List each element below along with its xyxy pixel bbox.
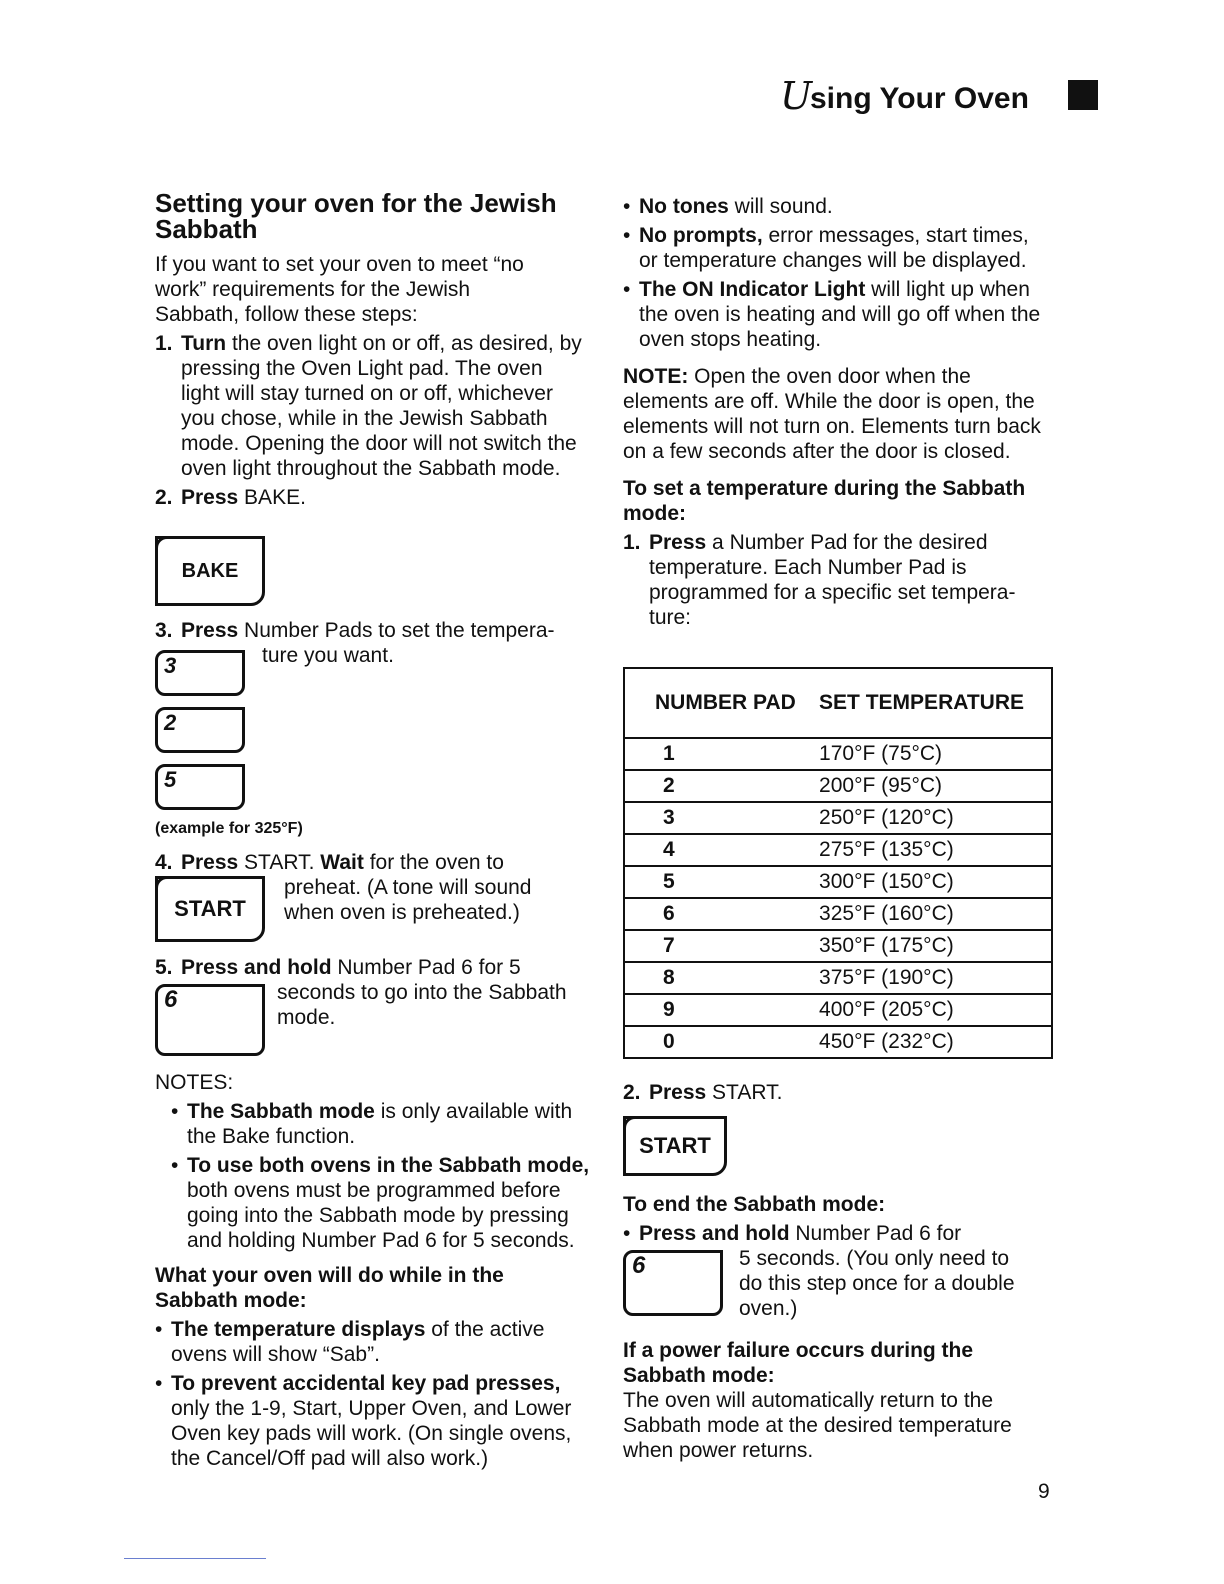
cell-number-pad: 4 xyxy=(624,834,819,866)
header-title: sing Your Oven xyxy=(810,82,1029,115)
what-bullet-2: • To prevent accidental key pad presses, only the 1-9, Start, Upper Oven, and Lower Oven key pads will work. (On single ovens, the Cancel/Off pad will also work.) xyxy=(155,1371,599,1471)
table-row xyxy=(624,962,1052,994)
cell-number-pad: 3 xyxy=(624,802,819,834)
set-step-1: 1. Press a Number Pad for the desired temperature. Each Number Pad is programmed for a specific set tempera-ture: xyxy=(623,531,1016,629)
cell-set-temperature: 170°F (75°C) xyxy=(819,738,1052,770)
header-script-letter: U xyxy=(780,74,813,118)
what-bullet-1: • The temperature displays of the active ovens will show “Sab”. xyxy=(155,1317,581,1367)
header-tab-icon xyxy=(1068,80,1098,110)
cell-number-pad: 0 xyxy=(624,1026,819,1058)
cell-number-pad: 9 xyxy=(624,994,819,1026)
start-key: START xyxy=(155,876,265,942)
step-5: 5. Press and hold Number Pad 6 for 5 seconds to go into the Sabbath mode. xyxy=(155,956,567,1029)
end-bullet: • Press and hold Number Pad 6 for xyxy=(623,1221,1053,1246)
table-row xyxy=(624,930,1052,962)
number-key-3: 3 xyxy=(155,650,245,696)
intro-text: If you want to set your oven to meet “no work” requirements for the Jewish Sabbath, follow these steps: xyxy=(155,253,524,326)
what-heading: What your oven will do while in the Sabbath mode: xyxy=(155,1264,504,1312)
cell-number-pad: 6 xyxy=(624,898,819,930)
notes-section xyxy=(155,1070,595,1471)
set-heading: To set a temperature during the Sabbath mode: xyxy=(623,477,1026,525)
number-key-6-end: 6 xyxy=(623,1250,723,1316)
cell-number-pad: 2 xyxy=(624,770,819,802)
table-row xyxy=(624,898,1052,930)
table-row xyxy=(624,994,1052,1026)
table-header xyxy=(624,668,1052,738)
power-text: The oven will automatically return to the Sabbath mode at the desired temperature when power returns. xyxy=(623,1389,1012,1462)
set-step-2: 2. Press START. xyxy=(623,1081,783,1104)
right-bullet-2: • No prompts, error messages, start times, or temperature changes will be displayed. xyxy=(623,223,1053,273)
step-1: 1. Turn the oven light on or off, as desired, by pressing the Oven Light pad. The oven light will stay turned on or off, whichever you chose, while in the Jewish Sabbath mode. Opening the door will not switch the oven light throughout the Sabbath mode. xyxy=(155,332,582,480)
page-header xyxy=(780,74,1110,118)
cell-set-temperature: 325°F (160°C) xyxy=(819,898,1052,930)
number-key-2: 2 xyxy=(155,707,245,753)
cell-number-pad: 5 xyxy=(624,866,819,898)
note-2: • To use both ovens in the Sabbath mode, both ovens must be programmed before going into the Sabbath mode by pressing and holding Number Pad 6 for 5 seconds. xyxy=(171,1153,591,1253)
footer-rule xyxy=(124,1558,266,1559)
end-section: To end the Sabbath mode: • Press and hold Number Pad 6 for 5 seconds. (You only need to do this step once for a double oven.) xyxy=(623,1192,1053,1321)
section-heading: Setting your oven for the Jewish Sabbath xyxy=(155,188,557,244)
step-4: 4. Press START. Wait for the oven to preheat. (A tone will sound when oven is preheated.) xyxy=(155,851,532,924)
table-row xyxy=(624,770,1052,802)
table-row xyxy=(624,1026,1052,1058)
left-column xyxy=(155,190,595,510)
example-caption: (example for 325°F) xyxy=(155,820,303,837)
power-heading: If a power failure occurs during the Sabbath mode: xyxy=(623,1339,974,1387)
end-heading: To end the Sabbath mode: xyxy=(623,1193,886,1216)
header-number-pad: NUMBER PAD xyxy=(624,668,819,738)
note-1: • The Sabbath mode is only available with the Bake function. xyxy=(171,1099,577,1149)
cell-set-temperature: 450°F (232°C) xyxy=(819,1026,1052,1058)
start-key-2: START xyxy=(623,1116,727,1176)
cell-set-temperature: 300°F (150°C) xyxy=(819,866,1052,898)
cell-number-pad: 8 xyxy=(624,962,819,994)
bake-key: BAKE xyxy=(155,536,265,606)
right-column xyxy=(623,194,1053,630)
temperature-table xyxy=(623,667,1053,1059)
table-row xyxy=(624,866,1052,898)
table-row xyxy=(624,802,1052,834)
table-row xyxy=(624,738,1052,770)
power-section xyxy=(623,1338,1053,1463)
cell-set-temperature: 350°F (175°C) xyxy=(819,930,1052,962)
cell-set-temperature: 400°F (205°C) xyxy=(819,994,1052,1026)
cell-set-temperature: 275°F (135°C) xyxy=(819,834,1052,866)
number-key-6: 6 xyxy=(155,984,265,1056)
note-paragraph: NOTE: Open the oven door when the elements are off. While the door is open, the elements will not turn on. Elements turn back on a few seconds after the door is closed. xyxy=(623,365,1041,463)
table-row xyxy=(624,834,1052,866)
cell-set-temperature: 200°F (95°C) xyxy=(819,770,1052,802)
cell-number-pad: 7 xyxy=(624,930,819,962)
step-3: 3. Press Number Pads to set the tempera- ture you want. xyxy=(155,619,555,667)
cell-set-temperature: 375°F (190°C) xyxy=(819,962,1052,994)
step-2: 2. Press BAKE. xyxy=(155,486,306,509)
number-key-5: 5 xyxy=(155,764,245,810)
right-bullet-3: • The ON Indicator Light will light up when the oven is heating and will go off when the oven stops heating. xyxy=(623,277,1059,352)
cell-number-pad: 1 xyxy=(624,738,819,770)
header-set-temperature: SET TEMPERATURE xyxy=(819,668,1052,738)
page-number: 9 xyxy=(1038,1480,1050,1503)
cell-set-temperature: 250°F (120°C) xyxy=(819,802,1052,834)
notes-label: NOTES: xyxy=(155,1071,234,1094)
right-bullet-1: • No tones will sound. xyxy=(623,194,1053,219)
